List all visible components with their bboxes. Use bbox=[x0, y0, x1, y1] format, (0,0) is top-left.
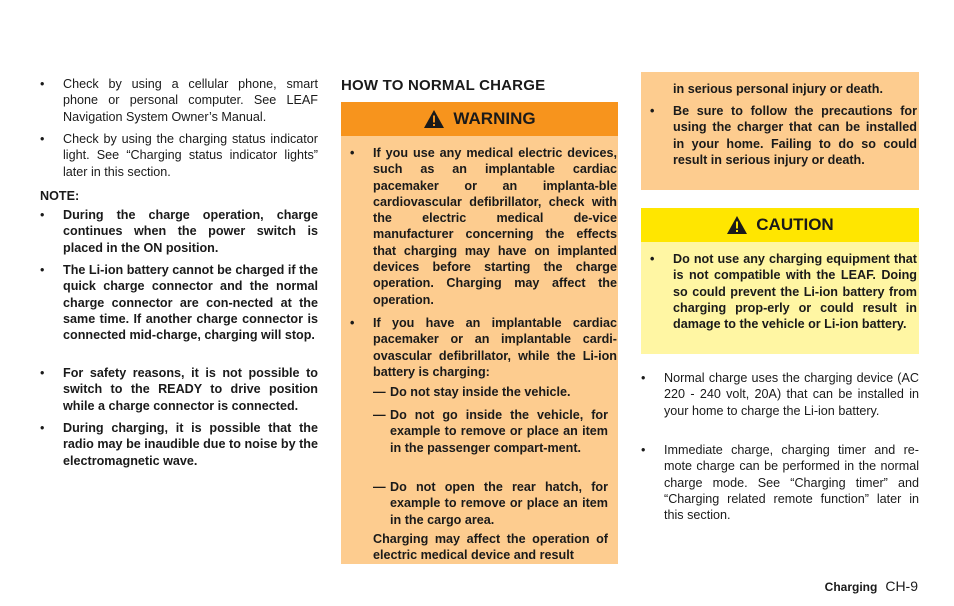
warning-item bbox=[650, 103, 917, 168]
warning-icon bbox=[423, 109, 445, 129]
closing-text: Charging may affect the operation of electric medical device and result bbox=[373, 532, 608, 563]
dash-mark: — bbox=[373, 408, 386, 422]
note-item bbox=[40, 262, 318, 343]
warning-text: • If you use any medical electric devices, such as an implantable cardiac pacemaker or an implanta-ble cardiovascular defibrillator, check with the electric medical de-vice manufacturer concerning the effects that charging may have on implanted devices before starting the charge operation. Charging may affect the operation. bbox=[373, 146, 617, 307]
caution-text: • Do not use any charging equipment that is not compatible with the LEAF. Doing so could prevent the Li-ion battery from charging prop-erly or could result in damage to the vehicle or Li-ion battery. bbox=[673, 252, 917, 332]
warning-item bbox=[350, 145, 617, 308]
bullet-item bbox=[40, 131, 318, 180]
note-item bbox=[40, 420, 318, 469]
note-item bbox=[40, 207, 318, 256]
warning-body bbox=[341, 136, 618, 564]
dash-text: Do not open the rear hatch, for example to remove or place an item in the cargo area. bbox=[390, 480, 608, 527]
dash-mark: — bbox=[373, 385, 386, 399]
bullet-item bbox=[40, 76, 318, 125]
continued-text bbox=[673, 81, 908, 97]
continued-line: in serious personal injury or death. bbox=[673, 82, 883, 96]
caution-item bbox=[650, 251, 917, 332]
note-item bbox=[40, 365, 318, 414]
note-text: • The Li-ion battery cannot be charged if the quick charge connector and the normal charge connector are con-nected at the same time. If another charge connector is connected mid-charge, charging will stop. bbox=[63, 263, 318, 343]
bullet-text: • Immediate charge, charging timer and re-mote charge can be performed in the normal charge mode. See “Charging timer” and “Charging related remote function” later in this section. bbox=[664, 443, 919, 523]
dash-item bbox=[373, 407, 608, 456]
dash-mark: — bbox=[373, 480, 386, 494]
warning-text: • Be sure to follow the precautions for using the charger that can be installed in your home. Failing to do so could result in serious injury or death. bbox=[673, 104, 917, 167]
dash-item bbox=[373, 384, 608, 400]
warning-closing bbox=[373, 531, 608, 564]
caution-label: CAUTION bbox=[756, 215, 834, 234]
page-footer bbox=[825, 578, 918, 594]
dash-text: Do not go inside the vehicle, for example to remove or place an item in the passenger compart-ment. bbox=[390, 408, 608, 455]
warning-label: WARNING bbox=[453, 109, 536, 128]
footer-section: Charging bbox=[824, 580, 878, 594]
bullet-item bbox=[641, 442, 919, 523]
caution-body bbox=[641, 242, 919, 354]
section-heading: HOW TO NORMAL CHARGE bbox=[341, 77, 546, 94]
note-text: • During charging, it is possible that the radio may be inaudible due to noise by the electromagnetic wave. bbox=[63, 421, 318, 468]
bullet-text: • Check by using a cellular phone, smart phone or personal computer. See LEAF Navigation System Owner’s Manual. bbox=[63, 77, 318, 124]
warning-item bbox=[350, 315, 617, 380]
note-text: • During the charge operation, charge continues when the power switch is placed in the ON position. bbox=[63, 208, 318, 255]
bullet-item bbox=[641, 370, 919, 419]
warning-continued bbox=[641, 72, 919, 190]
warning-text: • If you have an implantable cardiac pacemaker or an implantable cardi-ovascular defibrillator, while the Li-ion battery is charging: bbox=[373, 316, 617, 379]
note-heading: NOTE: bbox=[40, 189, 80, 203]
bullet-text: • Normal charge uses the charging device (AC 220 - 240 volt, 20A) that can be installed in your home to charge the Li-ion battery. bbox=[664, 371, 919, 418]
caution-header bbox=[641, 208, 919, 242]
page-number: CH-9 bbox=[885, 578, 918, 594]
note-text: • For safety reasons, it is not possible to switch to the READY to drive position while a charge connector is connected. bbox=[63, 366, 318, 413]
bullet-text: • Check by using the charging status indicator light. See “Charging status indicator lights” later in this section. bbox=[63, 132, 318, 179]
dash-text: Do not stay inside the vehicle. bbox=[390, 385, 571, 399]
caution-icon bbox=[726, 215, 748, 235]
dash-item bbox=[373, 479, 608, 528]
warning-header bbox=[341, 102, 618, 136]
